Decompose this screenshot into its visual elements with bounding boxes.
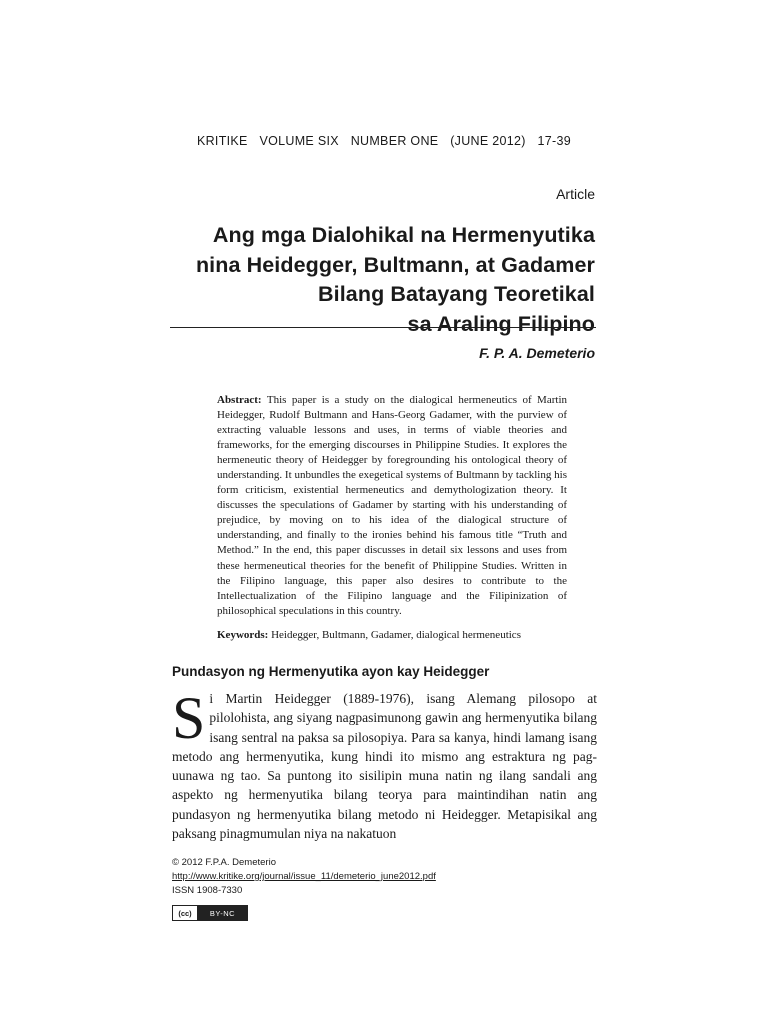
cc-icon: (cc) [173, 906, 198, 920]
keywords-text: Heidegger, Bultmann, Gadamer, dialogical hermeneutics [271, 629, 521, 641]
title-line-3: Bilang Batayang Teoretikal [318, 282, 595, 306]
author-name: F. P. A. Demeterio [479, 345, 595, 361]
title-divider [170, 327, 596, 328]
copyright: © 2012 F.P.A. Demeterio [172, 857, 276, 868]
footer [172, 856, 436, 898]
abstract-label: Abstract: [217, 394, 262, 406]
keywords [217, 629, 567, 641]
section-heading: Pundasyon ng Hermenyutika ayon kay Heidegger [172, 664, 490, 679]
abstract [217, 393, 567, 619]
keywords-label: Keywords: [217, 629, 269, 641]
journal-date: (JUNE 2012) [450, 134, 526, 148]
journal-pages: 17-39 [537, 134, 572, 148]
journal-name: KRITIKE [196, 134, 248, 148]
cc-license-badge[interactable] [172, 905, 248, 921]
title-line-2: nina Heidegger, Bultmann, at Gadamer [195, 252, 595, 277]
abstract-text: This paper is a study on the dialogical hermeneutics of Martin Heidegger, Rudolf Bultmann and Hans-Georg Gadamer, with the purview of extracting valuable lessons and uses, in terms of viable theories and frameworks, for the emerging discourses in Philippine Studies. It explores the hermeneutic theory of Heidegger by foregrounding his ontological theory of understanding. It unbundles the exegetical systems of Bultmann by tackling his form criticism, existential hermeneutics and demythologization theory. It discusses the speculations of Gadamer by starting with his understanding of prejudice, by moving on to his idea of the dialogical structure of understanding, and finally to the ironies behind his famous title “Truth and Method.” In the end, this paper discusses in detail six lessons and uses from these hermeneutical theories for the benefit of Philippine Studies. Written in the Filipino language, this paper also desires to contribute to the Intellectualization of the Filipino language and the Filipinization of philosophical speculations in this country. [217, 394, 567, 617]
article-title [170, 221, 595, 339]
title-line-1: Ang mga Dialohikal na Hermenyutika [212, 223, 595, 247]
drop-cap: S [172, 685, 206, 751]
article-label: Article [556, 186, 595, 202]
journal-volume: VOLUME SIX [259, 134, 339, 148]
issn: ISSN 1908-7330 [172, 885, 243, 896]
body-paragraph [172, 685, 597, 843]
journal-number: NUMBER ONE [350, 134, 439, 148]
article-url-link[interactable]: http://www.kritike.org/journal/issue_11/demeterio_june2012.pdf [172, 871, 436, 882]
title-line-4: sa Araling Filipino [407, 311, 595, 336]
journal-header [0, 134, 768, 148]
body-text: i Martin Heidegger (1889-1976), isang Alemang pilosopo at pilolohista, ang siyang nagpasimunong gawin ang hermenyutika bilang isang sentral na paksa sa pilosopiya. Para sa kanya, hindi lamang isang metodo ang hermenyutika, kung hindi ito mismo ang estraktura ng pag-uunawa ng tao. Sa puntong ito sisilipin muna natin ng ilang sandali ang aspekto ng hermenyutika bilang teorya para maintindihan natin ang pundasyon ng hermenyutika bilang metodo ni Heidegger. Metapisikal ang paksang pinagmumulan niya na nakatuon [172, 691, 597, 842]
by-nc-label: BY-NC [198, 906, 247, 920]
